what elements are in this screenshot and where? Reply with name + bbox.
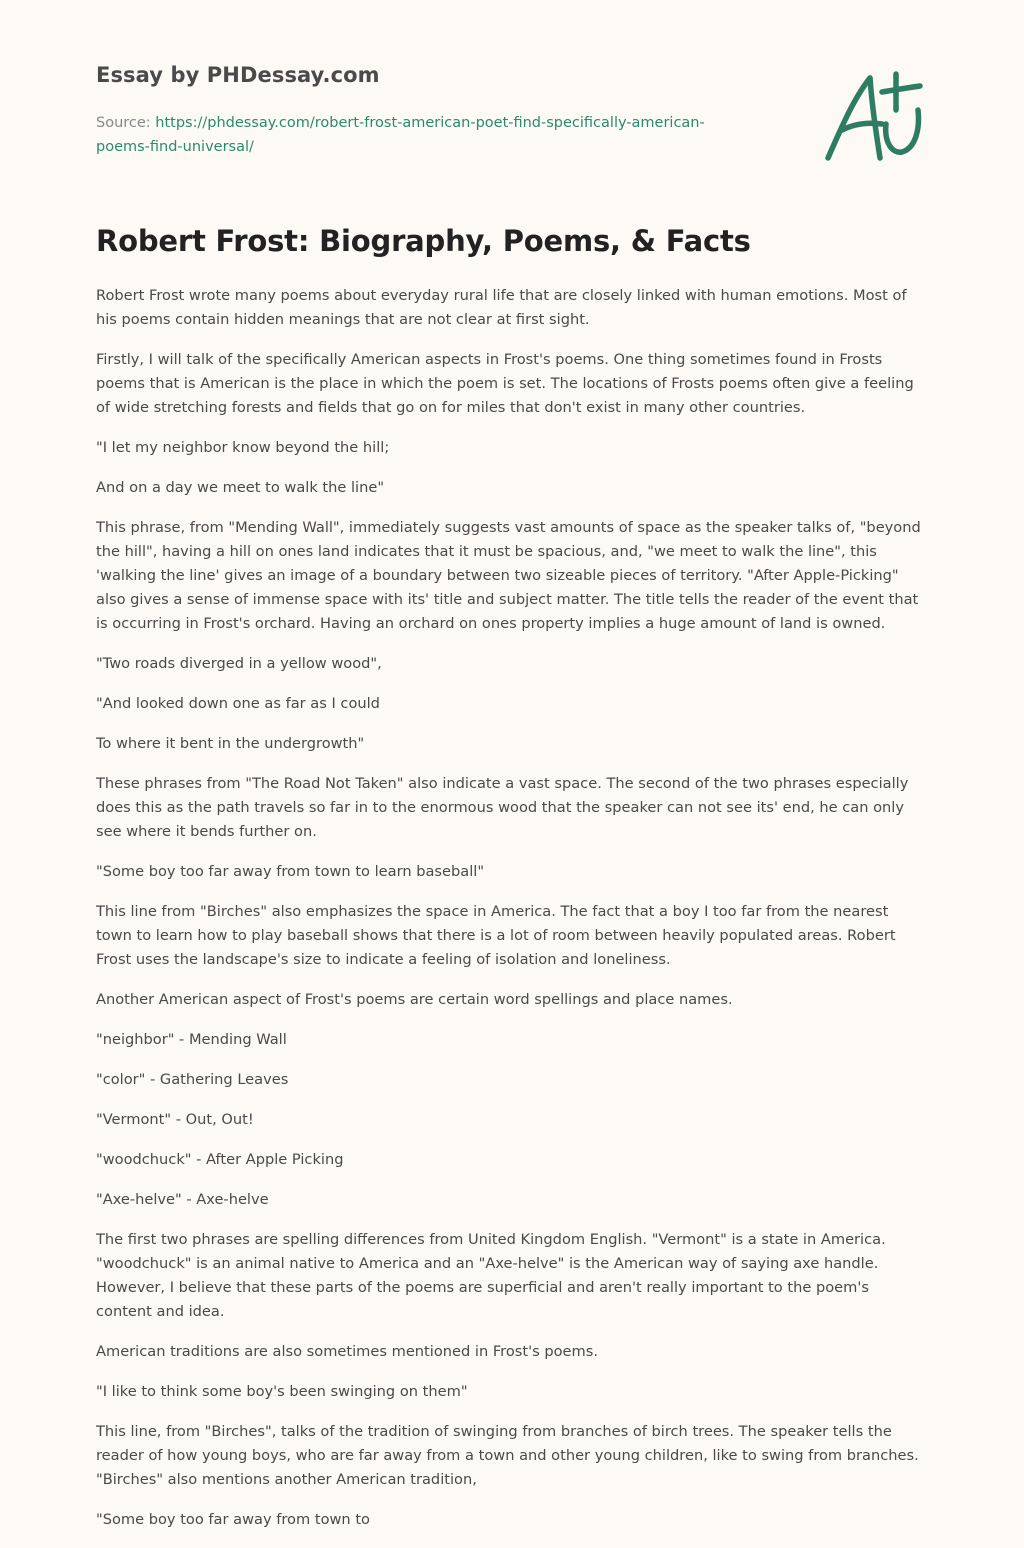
quote-line: And on a day we meet to walk the line" xyxy=(96,479,385,496)
quote-line: "I let my neighbor know beyond the hill; xyxy=(96,439,390,456)
site-title: Essay by PHDessay.com xyxy=(96,63,380,87)
quote-line: "Some boy too far away from town to learn baseball" xyxy=(96,863,485,880)
essay-paragraph: These phrases from "The Road Not Taken" also indicate a vast space. The second of the two phrases especially does this as the path travels so far in to the enormous wood that the speaker can not see its' end, he can only see where it bends further on. xyxy=(96,775,909,840)
quote-line: "And looked down one as far as I could xyxy=(96,695,380,712)
essay-paragraph: This phrase, from "Mending Wall", immediately suggests vast amounts of space as the speaker talks of, "beyond the hill", having a hill on ones land indicates that it must be spacious, and, "we meet to walk the line", this 'walking the line' gives an image of a boundary between two sizeable pieces of territory. "After Apple-Picking" also gives a sense of immense space with its' title and subject matter. The title tells the reader of the event that is occurring in Frost's orchard. Having an orchard on ones property implies a huge amount of land is owned. xyxy=(96,519,921,632)
quote-line: "Some boy too far away from town to xyxy=(96,1511,370,1528)
quote-line: "Axe-helve" - Axe-helve xyxy=(96,1191,269,1208)
essay-paragraph: This line, from "Birches", talks of the tradition of swinging from branches of birch trees. The speaker tells the reader of how young boys, who are far away from a town and other young children, like to swing from branches. "Birches" also mentions another American tradition, xyxy=(96,1423,919,1488)
quote-line: "Vermont" - Out, Out! xyxy=(96,1111,254,1128)
quote-line: "I like to think some boy's been swinging on them" xyxy=(96,1383,468,1400)
quote-line: "color" - Gathering Leaves xyxy=(96,1071,289,1088)
quote-line: "Two roads diverged in a yellow wood", xyxy=(96,655,382,672)
essay-paragraph: American traditions are also sometimes mentioned in Frost's poems. xyxy=(96,1343,598,1360)
a-plus-logo xyxy=(820,66,930,166)
essay-title: Robert Frost: Biography, Poems, & Facts xyxy=(96,224,751,258)
source-link[interactable]: https://phdessay.com/robert-frost-american-poet-find-specifically-american-poems-find-universal/ xyxy=(96,115,705,155)
quote-line: "neighbor" - Mending Wall xyxy=(96,1031,287,1048)
quote-line: "woodchuck" - After Apple Picking xyxy=(96,1151,344,1168)
essay-body xyxy=(96,284,928,1548)
source-label: Source: xyxy=(96,115,151,131)
essay-paragraph: Another American aspect of Frost's poems are certain word spellings and place names. xyxy=(96,991,733,1008)
essay-paragraph: Firstly, I will talk of the specifically American aspects in Frost's poems. One thing sometimes found in Frosts poems that is American is the place in which the poem is set. The locations of Frosts poems often give a feeling of wide stretching forests and fields that go on for miles that don't exist in many other countries. xyxy=(96,351,914,416)
source-line xyxy=(96,111,756,159)
quote-line: To where it bent in the undergrowth" xyxy=(96,735,365,752)
essay-paragraph: This line from "Birches" also emphasizes the space in America. The fact that a boy I too far from the nearest town to learn how to play baseball shows that there is a lot of room between heavily populated areas. Robert Frost uses the landscape's size to indicate a feeling of isolation and loneliness. xyxy=(96,903,896,968)
essay-paragraph: The first two phrases are spelling differences from United Kingdom English. "Vermont" is a state in America. "woodchuck" is an animal native to America and an "Axe-helve" is the American way of saying axe handle. However, I believe that these parts of the poems are superficial and aren't really important to the poem's content and idea. xyxy=(96,1231,886,1320)
essay-paragraph: Robert Frost wrote many poems about everyday rural life that are closely linked with human emotions. Most of his poems contain hidden meanings that are not clear at first sight. xyxy=(96,287,907,328)
